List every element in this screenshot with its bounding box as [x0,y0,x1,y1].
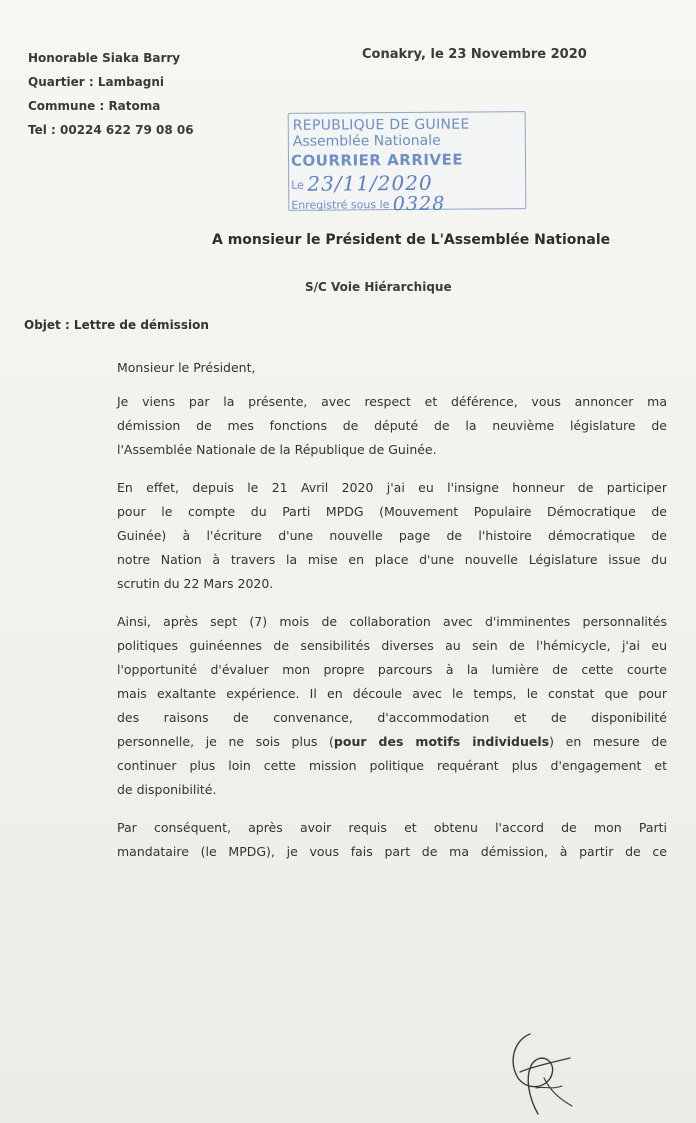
stamp-line-courrier: COURRIER ARRIVEE [290,150,464,170]
paragraph-line: Je viens par la présente, avec respect et déférence, vous annoncer ma [117,394,667,409]
paragraph-4 [117,816,667,864]
salutation: Monsieur le Président, [117,360,256,375]
paragraph-line: En effet, depuis le 21 Avril 2020 j'ai eu l'insigne honneur de participer [117,480,667,495]
paragraph-line: des raisons de convenance, d'accommodation et de disponibilité [117,710,667,725]
paragraph-line: notre Nation à travers la mise en place d'une nouvelle Législature issue du [117,552,667,567]
paragraph-line: continuer plus loin cette mission politique requérant plus d'engagement et [117,758,667,773]
paragraph-line: mandataire (le MPDG), je vous fais part de ma démission, à partir de ce [117,844,667,859]
paragraph-2 [117,476,667,596]
paragraph-line: l'opportunité d'évaluer mon propre parcours à la lumière de cette courte [117,662,667,677]
letter-body [117,356,667,878]
stamp-line-republic: REPUBLIQUE DE GUINEE [292,116,470,134]
paragraph-1 [117,390,667,462]
stamp-date-value: 23/11/2020 [307,170,433,196]
dateline: Conakry, le 23 Novembre 2020 [362,47,587,62]
paragraph-line: Guinée) à l'écriture d'une nouvelle page de l'histoire démocratique de [117,528,667,543]
stamp-reg-label: Enregistré sous le [291,198,390,212]
emphasis-text: pour des motifs individuels [333,734,550,749]
sender-commune: Commune : Ratoma [28,99,161,113]
paragraph-line: mais exaltante expérience. Il en découle avec le temps, le constat que pour [117,686,667,701]
sender-name: Honorable Siaka Barry [28,51,181,65]
paragraph-line: scrutin du 22 Mars 2020. [117,576,274,591]
stamp-line-assembly: Assemblée Nationale [292,132,441,150]
stamp-date-label: Le [291,178,304,192]
sender-block [28,48,194,144]
paragraph-line: Ainsi, après sept (7) mois de collaboration avec d'imminentes personnalités [117,614,667,629]
paragraph-line: Par conséquent, après avoir requis et obtenu l'accord de mon Parti [117,820,667,835]
paragraph-line: l'Assemblée Nationale de la République de Guinée. [117,442,437,457]
paragraph-3 [117,610,667,802]
handwritten-signature [500,1028,580,1118]
paragraph-line: démission de mes fonctions de député de la neuvième législature de [117,418,667,433]
paragraph-line: de disponibilité. [117,782,217,797]
paragraph-line: politiques guinéennes de sensibilités diverses au sein de l'hémicycle, j'ai eu [117,638,667,653]
sender-tel: Tel : 00224 622 79 08 06 [28,123,194,137]
sender-district: Quartier : Lambagni [28,75,165,89]
reception-stamp [288,111,527,216]
stamp-reg-row [291,191,445,214]
hierarchy-line: S/C Voie Hiérarchique [305,280,452,294]
paragraph-line: pour le compte du Parti MPDG (Mouvement Populaire Démocratique de [117,504,667,519]
recipient-line: A monsieur le Président de L'Assemblée Nationale [212,232,611,248]
paragraph-line: personnelle, je ne sois plus (pour des motifs individuels) en mesure de [117,734,668,749]
stamp-reg-value: 0328 [392,192,446,216]
object-line: Objet : Lettre de démission [24,318,209,332]
